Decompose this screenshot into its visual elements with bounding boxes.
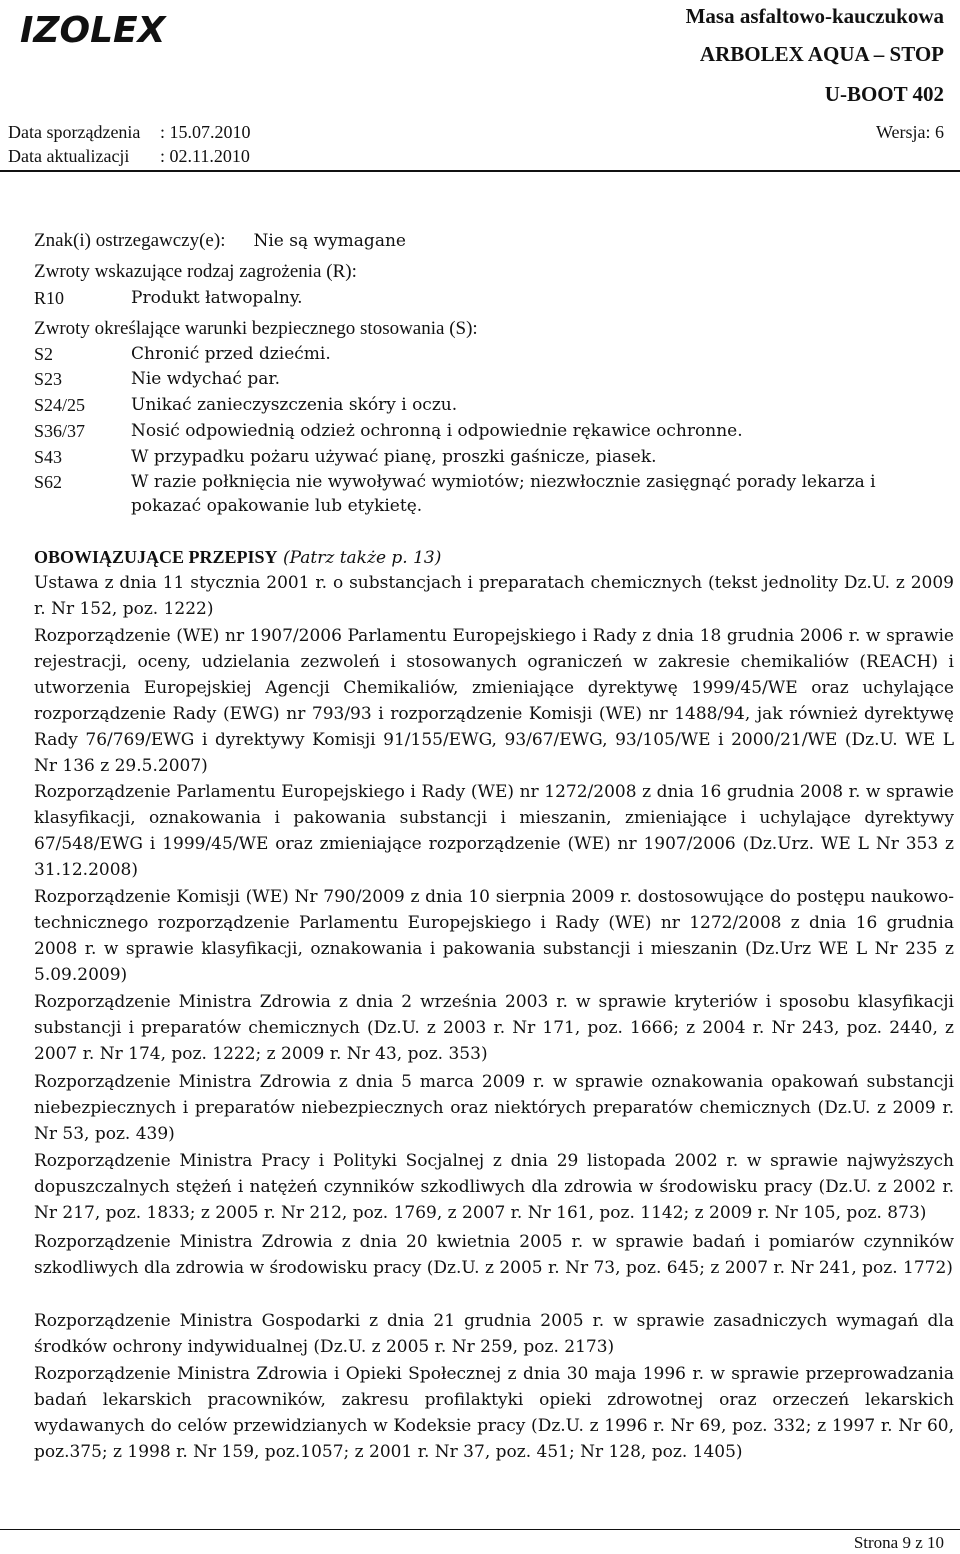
- r-phrase-code: R10: [34, 288, 65, 308]
- date-created-label: Data sporządzenia: [8, 122, 141, 142]
- regulation-item: Rozporządzenie Parlamentu Europejskiego i Rady (WE) nr 1272/2008 z dnia 16 grudnia 2008 r. w sprawie klasyfikacji, oznakowania i pakowania substancji i mieszanin, zmieniające i uchylające dyrektywy 67/548/EWG i 1999/45/WE oraz zmieniające rozporządzenie (WE) nr 1907/2006 (Dz.Urz. WE L Nr 353 z 31.12.2008): [34, 782, 954, 880]
- date-created: [8, 121, 251, 143]
- s-phrase-text: Nosić odpowiednią odzież ochronną i odpowiednie rękawice ochronne.: [131, 421, 743, 441]
- regulations-note: (Patrz także p. 13): [282, 548, 442, 568]
- s-phrase-text: W przypadku pożaru używać pianę, proszki gaśnicze, piasek.: [131, 447, 657, 467]
- svg-text:IZOLEX: IZOLEX: [20, 10, 166, 51]
- date-updated: [8, 145, 250, 167]
- regulation-item: Rozporządzenie Ministra Zdrowia z dnia 2 września 2003 r. w sprawie kryteriów i sposobu klasyfikacji substancji i preparatów chemicznych (Dz.U. z 2003 r. Nr 171, poz. 1666; z 2004 r. Nr 243, poz. 2440, z 2007 r. Nr 174, poz. 1222; z 2009 r. Nr 43, poz. 353): [34, 992, 954, 1064]
- page-number: Strona 9 z 10: [853, 1533, 944, 1552]
- date-updated-value: : 02.11.2010: [160, 146, 250, 166]
- regulation-item: Rozporządzenie Ministra Zdrowia z dnia 20 kwietnia 2005 r. w sprawie badań i pomiarów czynników szkodliwych dla zdrowia w środowisku pracy (Dz.U. z 2005 r. Nr 73, poz. 645; z 2007 r. Nr 241, poz. 1772): [34, 1232, 954, 1278]
- header-divider: [0, 170, 960, 172]
- izolex-logo: [18, 4, 178, 52]
- s-phrase-text: Unikać zanieczyszczenia skóry i oczu.: [131, 395, 458, 415]
- product-line-1: Masa asfaltowo-kauczukowa: [685, 4, 944, 28]
- regulation-item: Rozporządzenie Komisji (WE) Nr 790/2009 z dnia 10 sierpnia 2009 r. dostosowujące do postępu naukowo-technicznego rozporządzenie Parlamentu Europejskiego i Rady (WE) nr 1272/2008 z dnia 16 grudnia 2008 r. w sprawie klasyfikacji, oznakowania i pakowania substancji i mieszanin (Dz.Urz WE L Nr 235 z 5.09.2009): [34, 887, 954, 985]
- product-line-3: U-BOOT 402: [824, 82, 944, 106]
- s-phrase-text: Nie wdychać par.: [131, 369, 281, 389]
- regulation-item: Rozporządzenie Ministra Pracy i Polityki Socjalnej z dnia 29 listopada 2002 r. w sprawie najwyższych dopuszczalnych stężeń i natężeń czynników szkodliwych dla zdrowia w środowisku pracy (Dz.U. z 2002 r. Nr 217, poz. 1833; z 2005 r. Nr 212, poz. 1769, z 2007 r. Nr 161, poz. 1142; z 2009 r. Nr 105, poz. 873): [34, 1151, 954, 1223]
- s-phrase-text: Chronić przed dziećmi.: [131, 344, 331, 364]
- regulation-item: Rozporządzenie Ministra Gospodarki z dnia 21 grudnia 2005 r. w sprawie zasadniczych wymagań dla środków ochrony indywidualnej (Dz.U. z 2005 r. Nr 259, poz. 2173): [34, 1311, 954, 1357]
- s-phrase-code: S62: [34, 472, 63, 492]
- footer-divider: [0, 1529, 960, 1530]
- regulations-heading: [34, 545, 441, 570]
- warning-signs-label: Znak(i) ostrzegawczy(e):: [34, 230, 226, 251]
- date-created-value: : 15.07.2010: [160, 122, 251, 142]
- r-phrases-heading: Zwroty wskazujące rodzaj zagrożenia (R):: [34, 261, 357, 282]
- regulations-title: OBOWIĄZUJĄCE PRZEPISY: [34, 547, 278, 567]
- warning-signs-value: Nie są wymagane: [253, 231, 406, 251]
- s-phrase-code: S36/37: [34, 421, 86, 441]
- product-line-2: ARBOLEX AQUA – STOP: [699, 42, 944, 66]
- r-phrase-text: Produkt łatwopalny.: [131, 288, 303, 308]
- date-updated-label: Data aktualizacji: [8, 146, 130, 166]
- s-phrase-text: W razie połknięcia nie wywoływać wymiotów; niezwłocznie zasięgnąć porady lekarza i pokazać opakowanie lub etykietę.: [131, 472, 876, 516]
- version: Wersja: 6: [875, 122, 944, 142]
- regulation-item: Rozporządzenie (WE) nr 1907/2006 Parlamentu Europejskiego i Rady z dnia 18 grudnia 2006 r. w sprawie rejestracji, oceny, udzielania zezwoleń i stosowanych ograniczeń w zakresie chemikaliów (REACH) i utworzenia Europejskiej Agencji Chemikaliów, zmieniające dyrektywę 1999/45/WE oraz uchylające rozporządzenie Rady (EWG) nr 793/93 i rozporządzenie Komisji (WE) nr 1488/94, jak również dyrektywę Rady 76/769/EWG i dyrektywy Komisji 91/155/EWG, 93/67/EWG, 93/105/WE i 2000/21/WE (Dz.U. WE L Nr 136 z 29.5.2007): [34, 626, 954, 776]
- s-phrase-code: S23: [34, 369, 63, 389]
- s-phrase-code: S2: [34, 344, 54, 364]
- s-phrase-code: S43: [34, 447, 63, 467]
- regulation-item: Rozporządzenie Ministra Zdrowia i Opieki Społecznej z dnia 30 maja 1996 r. w sprawie przeprowadzania badań lekarskich pracowników, zakresu profilaktyki opieki zdrowotnej oraz orzeczeń lekarskich wydawanych do celów przewidzianych w Kodeksie pracy (Dz.U. z 1996 r. Nr 69, poz. 332; z 1997 r. Nr 60, poz.375; z 1998 r. Nr 159, poz.1057; z 2001 r. Nr 37, poz. 451; Nr 128, poz. 1405): [34, 1364, 954, 1462]
- s-phrases-heading: Zwroty określające warunki bezpiecznego stosowania (S):: [34, 318, 478, 339]
- warning-signs: [34, 229, 406, 253]
- regulation-item: Rozporządzenie Ministra Zdrowia z dnia 5 marca 2009 r. w sprawie oznakowania opakowań substancji niebezpiecznych i preparatów niebezpiecznych oraz niektórych preparatów chemicznych (Dz.U. z 2009 r. Nr 53, poz. 439): [34, 1072, 954, 1144]
- regulation-item: Ustawa z dnia 11 stycznia 2001 r. o substancjach i preparatach chemicznych (tekst jednolity Dz.U. z 2009 r. Nr 152, poz. 1222): [34, 573, 954, 619]
- s-phrase-code: S24/25: [34, 395, 86, 415]
